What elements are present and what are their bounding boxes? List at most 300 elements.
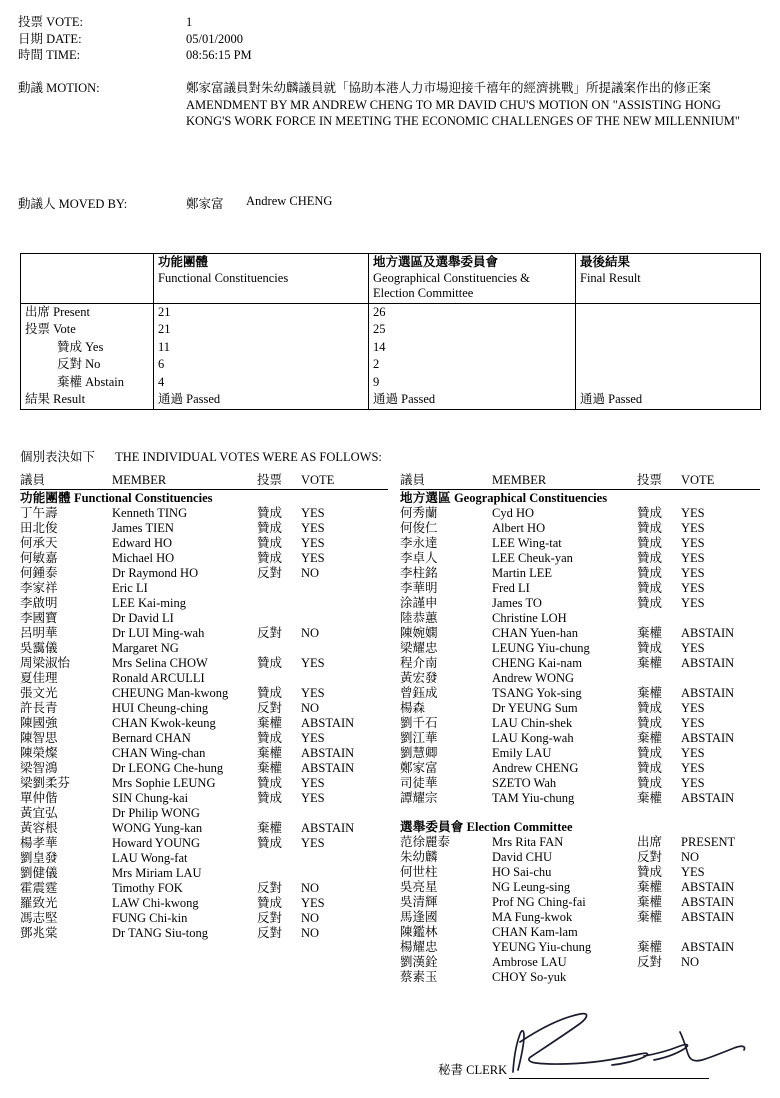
member-name-chinese: 李家祥 (20, 581, 58, 595)
functional-header-chinese: 功能團體 (158, 255, 209, 269)
vote-value-chinese (257, 671, 301, 686)
vote-value-english (301, 866, 388, 881)
clerk-signature-block (438, 1060, 709, 1079)
summary-cell-fc: 21 (154, 321, 369, 339)
vote-row (20, 776, 388, 791)
vote-value-chinese (637, 970, 681, 985)
summary-table-head (21, 254, 761, 304)
member-name-english: Howard YOUNG (112, 836, 201, 850)
member-name-english: Dr Philip WONG (112, 806, 200, 820)
group-heading-election-committee-chinese: 選舉委員會 (400, 820, 464, 834)
vote-row (20, 566, 388, 581)
member-name-chinese: 陳婉嫻 (400, 626, 438, 640)
member-name-english: Emily LAU (492, 746, 552, 760)
vote-value-chinese: 贊成 (257, 776, 283, 790)
summary-cell-label: 出席 Present (21, 303, 154, 321)
member-name-chinese: 何世柱 (400, 865, 438, 879)
vote-value-chinese: 棄權 (637, 656, 663, 670)
member-name-chinese: 陳鑑林 (400, 925, 438, 939)
vote-value-chinese: 贊成 (637, 701, 663, 715)
summary-row (21, 321, 761, 339)
vote-value-english: YES (301, 521, 325, 535)
vote-value-english (301, 596, 388, 611)
member-name-chinese: 鄧兆棠 (20, 926, 58, 940)
vote-value-english: YES (681, 776, 705, 790)
document-meta (18, 14, 758, 64)
final-result-header-chinese: 最後結果 (580, 255, 631, 269)
member-name-english: Dr David LI (112, 611, 174, 625)
vote-value-english: YES (301, 536, 325, 550)
group-heading-geographical (400, 490, 760, 506)
vote-row (400, 776, 760, 791)
vote-value-english: NO (301, 881, 320, 895)
group-heading-election-committee-english: Election Committee (466, 820, 573, 834)
summary-cell-gc: 9 (369, 374, 576, 392)
member-name-english: Ambrose LAU (492, 955, 567, 969)
vote-value-chinese: 反對 (257, 911, 283, 925)
vote-row (400, 865, 760, 880)
summary-cell-gc: 通過 Passed (369, 391, 576, 409)
vote-row (400, 731, 760, 746)
vote-value-english: YES (681, 596, 705, 610)
member-name-english: LEE Kai-ming (112, 596, 186, 610)
member-name-chinese: 馬逢國 (400, 910, 438, 924)
member-name-chinese: 朱幼麟 (400, 850, 438, 864)
clerk-label: 秘書 CLERK (438, 1063, 508, 1077)
member-name-english: Kenneth TING (112, 506, 188, 520)
member-name-english: Andrew CHENG (492, 761, 579, 775)
vote-row (20, 806, 388, 821)
member-name-chinese: 李永達 (400, 536, 438, 550)
vote-row (400, 850, 760, 865)
vote-value-english: ABSTAIN (681, 626, 735, 640)
vote-value-english: YES (681, 761, 705, 775)
summary-cell-fr (576, 374, 761, 392)
vote-value-chinese (257, 851, 301, 866)
vote-value-chinese: 反對 (637, 955, 663, 969)
motion-block (18, 80, 766, 130)
vote-value-chinese: 贊成 (637, 566, 663, 580)
member-name-english: MA Fung-kwok (492, 910, 573, 924)
vote-row (20, 641, 388, 656)
summary-cell-fr (576, 303, 761, 321)
vote-label: 投票 VOTE: (18, 15, 83, 29)
vote-value-chinese: 贊成 (257, 791, 283, 805)
member-name-english: Christine LOH (492, 611, 567, 625)
vote-value-chinese (257, 806, 301, 821)
member-name-chinese: 夏佳理 (20, 671, 58, 685)
member-name-english: LAU Wong-fat (112, 851, 188, 865)
vote-value-chinese: 反對 (257, 626, 283, 640)
vote-value-chinese: 贊成 (257, 656, 283, 670)
vote-value-english: YES (681, 641, 705, 655)
vote-value-english: PRESENT (681, 835, 736, 849)
individual-votes-title-chinese: 個別表決如下 (20, 450, 96, 464)
group-heading-geographical-chinese: 地方選區 (400, 491, 451, 505)
member-name-english: Mrs Rita FAN (492, 835, 564, 849)
vote-row (400, 671, 760, 686)
vote-row (20, 611, 388, 626)
vote-value-chinese: 贊成 (637, 506, 663, 520)
vote-value-chinese: 贊成 (637, 596, 663, 610)
summary-cell-fr (576, 356, 761, 374)
member-name-english: SZETO Wah (492, 776, 557, 790)
member-name-chinese: 呂明華 (20, 626, 58, 640)
geographical-header-chinese: 地方選區及選舉委員會 (373, 255, 499, 269)
vote-value-chinese: 贊成 (257, 521, 283, 535)
vote-value-chinese: 贊成 (257, 686, 283, 700)
vote-row (400, 925, 760, 940)
member-name-chinese: 譚耀宗 (400, 791, 438, 805)
vote-value-english: YES (681, 551, 705, 565)
vote-value-english (301, 671, 388, 686)
member-name-chinese: 劉千石 (400, 716, 438, 730)
member-name-chinese: 何敏嘉 (20, 551, 58, 565)
member-name-chinese: 何秀蘭 (400, 506, 438, 520)
vote-row (400, 895, 760, 910)
member-name-english: Mrs Miriam LAU (112, 866, 202, 880)
member-name-english: Dr LUI Ming-wah (112, 626, 205, 640)
summary-cell-label: 反對 No (21, 356, 154, 374)
vote-summary-table (20, 253, 761, 410)
section-spacer (400, 806, 760, 819)
member-name-english: Timothy FOK (112, 881, 183, 895)
vote-row (20, 911, 388, 926)
vote-value-chinese: 贊成 (637, 536, 663, 550)
election-committee-vote-rows (400, 835, 760, 985)
member-name-chinese: 楊孝華 (20, 836, 58, 850)
vote-value-english: ABSTAIN (681, 895, 735, 909)
member-name-english: Dr YEUNG Sum (492, 701, 578, 715)
vote-row (400, 686, 760, 701)
right-header-vote-english: VOTE (681, 473, 715, 487)
vote-row (20, 896, 388, 911)
summary-row (21, 303, 761, 321)
member-name-english: CHAN Kam-lam (492, 925, 578, 939)
vote-row (20, 746, 388, 761)
member-name-chinese: 涂謹申 (400, 596, 438, 610)
vote-value-chinese (257, 611, 301, 626)
member-name-chinese: 羅致光 (20, 896, 58, 910)
vote-value-english: YES (301, 731, 325, 745)
member-name-english: CHOY So-yuk (492, 970, 567, 984)
member-name-english: TAM Yiu-chung (492, 791, 575, 805)
member-name-chinese: 劉江華 (400, 731, 438, 745)
vote-value-english: YES (681, 701, 705, 715)
vote-row (20, 866, 388, 881)
member-name-chinese: 劉皇發 (20, 851, 58, 865)
vote-row (20, 581, 388, 596)
vote-row (20, 701, 388, 716)
group-heading-election-committee (400, 819, 760, 835)
member-name-chinese: 陳智思 (20, 731, 58, 745)
right-header-vote-chinese: 投票 (637, 473, 663, 487)
right-column-header (400, 472, 760, 490)
member-name-chinese: 蔡素玉 (400, 970, 438, 984)
geographical-header-english: Geographical Constituencies & Election Committee (373, 270, 530, 300)
vote-value-english: YES (681, 716, 705, 730)
member-name-chinese: 吳靄儀 (20, 641, 58, 655)
member-name-english: TSANG Yok-sing (492, 686, 582, 700)
vote-row (20, 686, 388, 701)
motion-body (186, 80, 766, 130)
functional-header-english: Functional Constituencies (158, 270, 289, 285)
vote-value-chinese: 贊成 (637, 551, 663, 565)
vote-row (20, 521, 388, 536)
vote-value-english: NO (301, 911, 320, 925)
member-name-english: James TO (492, 596, 542, 610)
vote-value-chinese: 反對 (257, 566, 283, 580)
individual-votes-title (20, 447, 382, 465)
vote-row (400, 701, 760, 716)
vote-value-chinese: 反對 (637, 850, 663, 864)
member-name-chinese: 何承天 (20, 536, 58, 550)
vote-row (20, 506, 388, 521)
vote-value-english (681, 611, 760, 626)
summary-cell-fr: 通過 Passed (576, 391, 761, 409)
vote-value-english: YES (301, 686, 325, 700)
vote-row (400, 581, 760, 596)
motion-label: 動議 MOTION: (18, 81, 100, 95)
vote-value-english: YES (681, 581, 705, 595)
functional-constituencies-column (20, 472, 388, 941)
vote-value-english: NO (301, 626, 320, 640)
member-name-english: CHAN Wing-chan (112, 746, 206, 760)
member-name-english: Fred LI (492, 581, 530, 595)
summary-row (21, 374, 761, 392)
summary-cell-gc: 14 (369, 339, 576, 357)
clerk-signature-line (509, 1064, 709, 1079)
member-name-english: CHAN Yuen-han (492, 626, 578, 640)
vote-value-english: YES (301, 896, 325, 910)
member-name-chinese: 單仲偕 (20, 791, 58, 805)
member-name-chinese: 陸恭蕙 (400, 611, 438, 625)
vote-row (400, 716, 760, 731)
vote-value: 1 (186, 15, 193, 29)
moved-by-name-chinese: 鄭家富 (186, 197, 224, 211)
member-name-chinese: 黃宏發 (400, 671, 438, 685)
vote-value-english: YES (681, 566, 705, 580)
summary-cell-label: 投票 Vote (21, 321, 154, 339)
vote-value-english: ABSTAIN (301, 821, 355, 835)
vote-row (400, 970, 760, 985)
vote-value-english: YES (681, 506, 705, 520)
member-name-english: CHAN Kwok-keung (112, 716, 216, 730)
member-name-chinese: 吳亮星 (400, 880, 438, 894)
vote-value-english: ABSTAIN (301, 746, 355, 760)
vote-row (20, 791, 388, 806)
left-header-vote-english: VOTE (301, 473, 335, 487)
summary-cell-label: 棄權 Abstain (21, 374, 154, 392)
member-name-english: Cyd HO (492, 506, 535, 520)
vote-row (20, 836, 388, 851)
moved-by-block (18, 194, 758, 212)
vote-row (400, 641, 760, 656)
member-name-english: Eric LI (112, 581, 148, 595)
member-name-chinese: 霍震霆 (20, 881, 58, 895)
summary-header-row (21, 254, 761, 304)
member-name-chinese: 程介南 (400, 656, 438, 670)
group-heading-functional (20, 490, 388, 506)
member-name-chinese: 丁午壽 (20, 506, 58, 520)
member-name-chinese: 陳國強 (20, 716, 58, 730)
vote-value-chinese (637, 611, 681, 626)
vote-value-chinese: 棄權 (257, 821, 283, 835)
individual-votes-title-english: THE INDIVIDUAL VOTES WERE AS FOLLOWS: (115, 450, 382, 464)
meta-row-date (18, 31, 758, 48)
summary-header-geographical (369, 254, 576, 304)
vote-value-english: YES (301, 836, 325, 850)
functional-vote-rows (20, 506, 388, 941)
vote-value-english: ABSTAIN (681, 731, 735, 745)
left-header-vote-chinese: 投票 (257, 473, 283, 487)
vote-value-english: YES (681, 746, 705, 760)
vote-row (400, 940, 760, 955)
member-name-english: CHEUNG Man-kwong (112, 686, 229, 700)
vote-row (20, 731, 388, 746)
right-header-member-chinese: 議員 (400, 473, 426, 487)
member-name-english: Dr Raymond HO (112, 566, 199, 580)
vote-value-chinese: 贊成 (257, 551, 283, 565)
member-name-chinese: 周梁淑怡 (20, 656, 71, 670)
summary-cell-fc: 21 (154, 303, 369, 321)
vote-value-english: ABSTAIN (681, 940, 735, 954)
vote-value-english (301, 581, 388, 596)
left-column-header (20, 472, 388, 490)
vote-value-chinese: 贊成 (637, 761, 663, 775)
vote-value-english: NO (301, 566, 320, 580)
left-header-member-english: MEMBER (112, 473, 167, 487)
vote-value-chinese: 出席 (637, 835, 663, 849)
member-name-english: James TIEN (112, 521, 174, 535)
vote-value-english: YES (301, 506, 325, 520)
motion-text-chinese: 鄭家富議員對朱幼麟議員就「協助本港人力市場迎接千禧年的經濟挑戰」所提議案作出的修正案 (186, 81, 712, 95)
member-name-chinese: 何鍾泰 (20, 566, 58, 580)
geographical-constituencies-column (400, 472, 760, 985)
vote-row (20, 551, 388, 566)
member-name-english: WONG Yung-kan (112, 821, 203, 835)
member-name-chinese: 何俊仁 (400, 521, 438, 535)
final-result-header-english: Final Result (580, 270, 641, 285)
vote-value-chinese: 棄權 (637, 910, 663, 924)
vote-value-chinese: 棄權 (257, 716, 283, 730)
vote-value-chinese: 贊成 (637, 746, 663, 760)
member-name-english: LEUNG Yiu-chung (492, 641, 590, 655)
vote-value-chinese: 贊成 (257, 731, 283, 745)
member-name-english: SIN Chung-kai (112, 791, 189, 805)
member-name-english: Prof NG Ching-fai (492, 895, 586, 909)
summary-cell-label: 贊成 Yes (21, 339, 154, 357)
member-name-chinese: 楊耀忠 (400, 940, 438, 954)
vote-value-english: ABSTAIN (681, 791, 735, 805)
vote-value-english: YES (301, 656, 325, 670)
member-name-english: HUI Cheung-ching (112, 701, 209, 715)
vote-value-chinese: 贊成 (257, 896, 283, 910)
member-name-english: Ronald ARCULLI (112, 671, 205, 685)
vote-row (20, 716, 388, 731)
member-name-chinese: 司徒華 (400, 776, 438, 790)
summary-row (21, 339, 761, 357)
vote-row (400, 521, 760, 536)
vote-value-chinese: 棄權 (257, 761, 283, 775)
vote-value-chinese (257, 581, 301, 596)
member-name-english: LAU Kong-wah (492, 731, 574, 745)
vote-value-english: YES (681, 521, 705, 535)
member-name-english: Michael HO (112, 551, 175, 565)
vote-row (20, 656, 388, 671)
vote-value-english (301, 806, 388, 821)
vote-value-english: YES (301, 551, 325, 565)
vote-value-chinese: 贊成 (637, 581, 663, 595)
summary-header-blank (21, 254, 154, 304)
member-name-english: LEE Wing-tat (492, 536, 562, 550)
member-name-english: Dr LEONG Che-hung (112, 761, 224, 775)
vote-value-chinese: 反對 (257, 701, 283, 715)
member-name-chinese: 劉健儀 (20, 866, 58, 880)
vote-value-english: ABSTAIN (681, 656, 735, 670)
vote-value-chinese (257, 866, 301, 881)
vote-value-chinese: 贊成 (637, 776, 663, 790)
summary-cell-fc: 通過 Passed (154, 391, 369, 409)
member-name-chinese: 黃宜弘 (20, 806, 58, 820)
member-name-english: Mrs Selina CHOW (112, 656, 208, 670)
vote-value-chinese: 反對 (257, 881, 283, 895)
vote-value-english: NO (681, 850, 700, 864)
summary-cell-fc: 6 (154, 356, 369, 374)
vote-row (400, 910, 760, 925)
vote-value-english (301, 611, 388, 626)
vote-value-english (681, 970, 760, 985)
group-heading-geographical-english: Geographical Constituencies (453, 491, 608, 505)
meta-row-vote (18, 14, 758, 31)
vote-value-chinese: 棄權 (637, 880, 663, 894)
vote-value-chinese: 棄權 (257, 746, 283, 760)
vote-value-english: ABSTAIN (301, 716, 355, 730)
vote-row (400, 656, 760, 671)
member-name-english: Mrs Sophie LEUNG (112, 776, 216, 790)
vote-value-chinese: 贊成 (637, 641, 663, 655)
member-name-chinese: 李啟明 (20, 596, 58, 610)
vote-value-english: NO (301, 701, 320, 715)
member-name-chinese: 李卓人 (400, 551, 438, 565)
member-name-english: Dr TANG Siu-tong (112, 926, 208, 940)
vote-value-chinese: 贊成 (257, 836, 283, 850)
member-name-chinese: 黃容根 (20, 821, 58, 835)
member-name-chinese: 張文光 (20, 686, 58, 700)
vote-value-english: ABSTAIN (681, 880, 735, 894)
summary-row (21, 391, 761, 409)
vote-row (20, 761, 388, 776)
left-header-member-chinese: 議員 (20, 473, 46, 487)
geographical-vote-rows (400, 506, 760, 806)
member-name-chinese: 梁劉柔芬 (20, 776, 71, 790)
summary-row (21, 356, 761, 374)
vote-value-chinese: 贊成 (637, 865, 663, 879)
summary-table-body (21, 303, 761, 409)
vote-value-chinese: 棄權 (637, 731, 663, 745)
vote-value-english (301, 641, 388, 656)
member-name-english: CHENG Kai-nam (492, 656, 582, 670)
member-name-chinese: 吳清輝 (400, 895, 438, 909)
vote-value-english (681, 671, 760, 686)
member-name-english: Bernard CHAN (112, 731, 191, 745)
vote-value-chinese: 棄權 (637, 791, 663, 805)
moved-by-name-english: Andrew CHENG (246, 194, 333, 208)
member-name-chinese: 范徐麗泰 (400, 835, 451, 849)
vote-value-chinese (257, 596, 301, 611)
summary-cell-gc: 26 (369, 303, 576, 321)
member-name-english: Albert HO (492, 521, 546, 535)
